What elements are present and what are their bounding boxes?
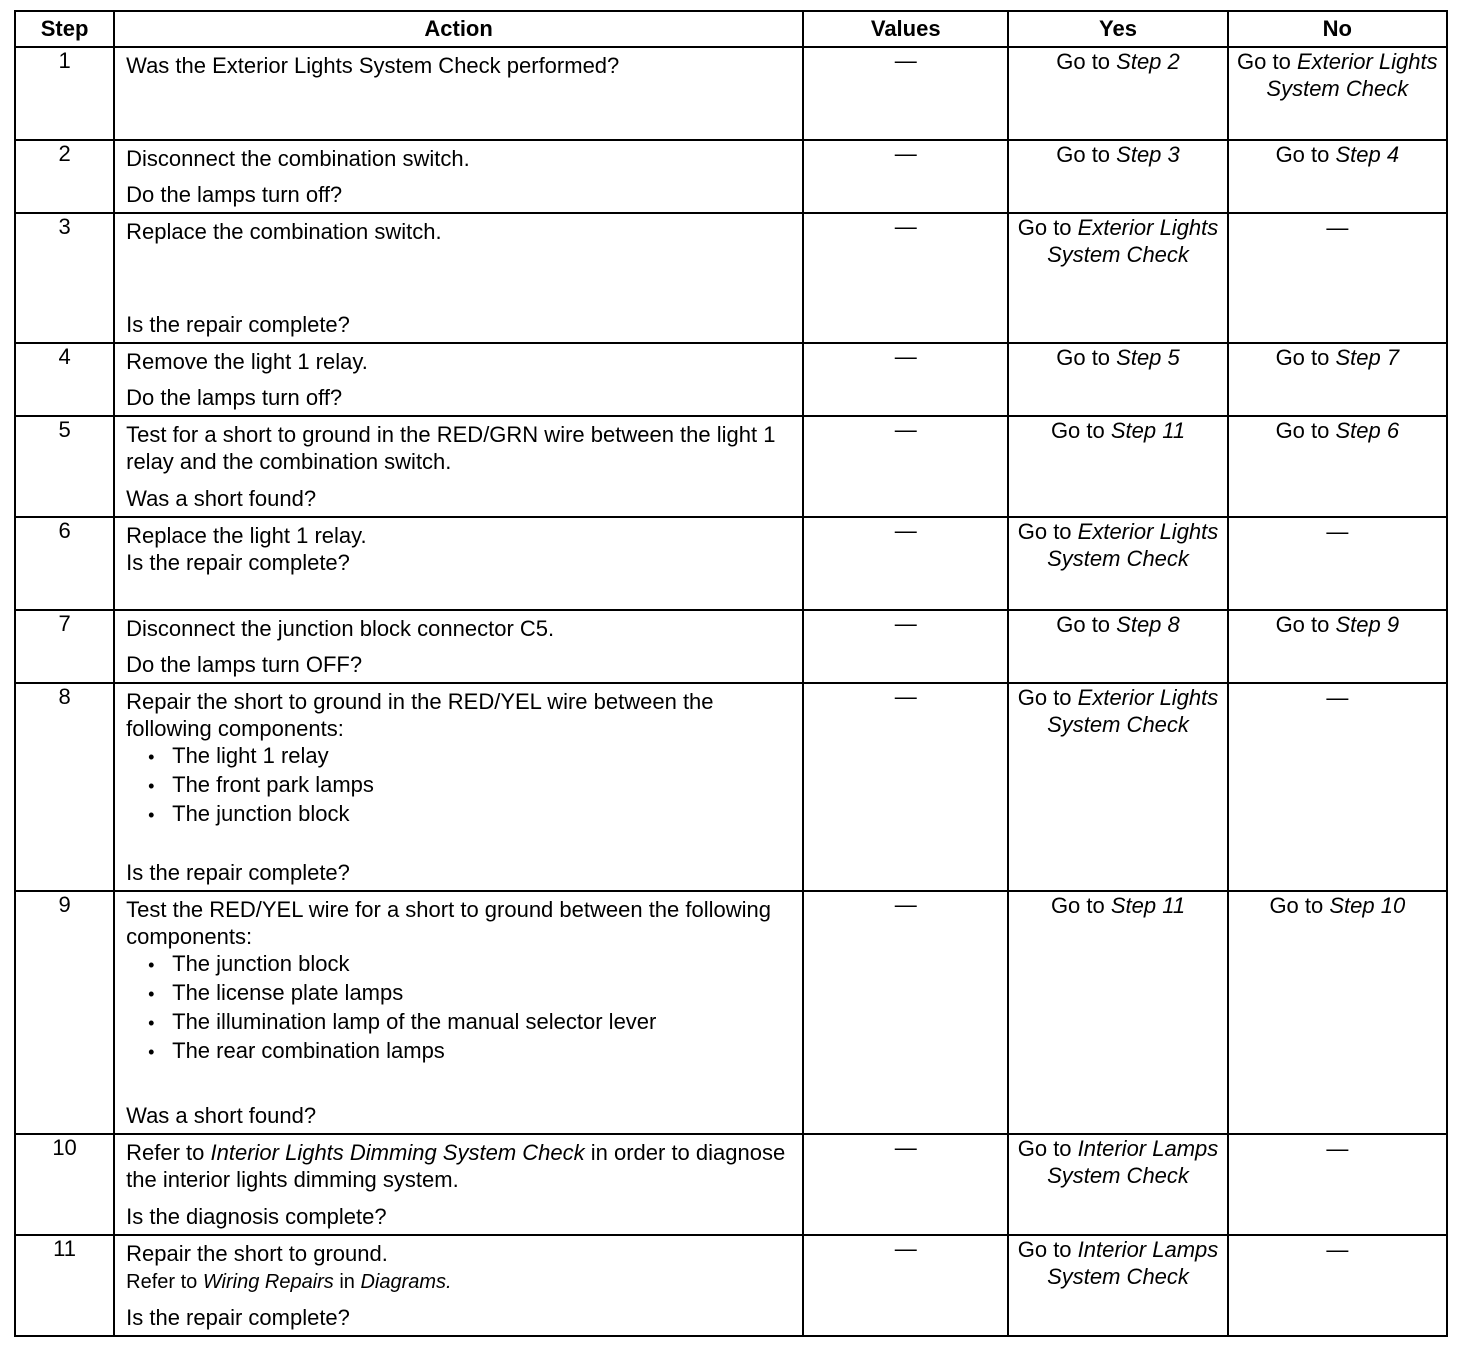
refer-link: Wiring Repairs: [202, 1271, 334, 1293]
value-cell: —: [803, 517, 1008, 610]
table-row-step-9: [15, 891, 1447, 1134]
no-prefix: Go to: [1275, 612, 1336, 637]
yes-ref: Exterior Lights System Check: [1047, 685, 1219, 737]
action-text: [126, 1139, 792, 1193]
refer-prefix: Refer to: [126, 1140, 211, 1165]
no-prefix: Go to: [1275, 142, 1336, 167]
yes-cell: [1008, 416, 1227, 517]
step-number: 10: [15, 1134, 114, 1235]
bullet-item: • The illumination lamp of the manual selector lever: [126, 1008, 792, 1037]
no-prefix: Go to: [1237, 49, 1297, 74]
value-cell: —: [803, 47, 1008, 140]
action-cell: [114, 610, 803, 683]
step-number: 1: [15, 47, 114, 140]
yes-cell: [1008, 343, 1227, 416]
no-cell: [1228, 140, 1447, 213]
value-cell: —: [803, 140, 1008, 213]
action-cell: [114, 47, 803, 140]
yes-ref: Step 11: [1110, 418, 1186, 443]
action-cell: [114, 140, 803, 213]
no-ref: Step 10: [1329, 893, 1406, 918]
action-question: Is the repair complete?: [126, 1305, 350, 1330]
header-action: Action: [114, 11, 803, 47]
action-text: Disconnect the junction block connector C5.: [126, 616, 555, 641]
yes-ref: Step 5: [1116, 345, 1180, 370]
yes-cell: [1008, 140, 1227, 213]
no-ref: Step 4: [1335, 142, 1400, 167]
step-number: 2: [15, 140, 114, 213]
table-row-step-3: [15, 213, 1447, 343]
yes-prefix: Go to: [1056, 142, 1117, 167]
yes-ref: Interior Lamps System Check: [1047, 1136, 1219, 1188]
action-cell: [114, 213, 803, 343]
action-text: Repair the short to ground.: [126, 1241, 388, 1266]
table-row-step-8: [15, 683, 1447, 891]
action-cell: [114, 1235, 803, 1336]
yes-prefix: Go to: [1050, 893, 1111, 918]
table-row-step-1: [15, 47, 1447, 140]
action-text: Test the RED/YEL wire for a short to ground between the following components:: [126, 897, 771, 949]
yes-cell: [1008, 517, 1227, 610]
table-row-step-7: [15, 610, 1447, 683]
yes-cell: [1008, 47, 1227, 140]
no-ref: Exterior Lights System Check: [1266, 49, 1438, 101]
action-text: Replace the light 1 relay.: [126, 523, 367, 548]
yes-prefix: Go to: [1017, 215, 1078, 240]
step-number: 4: [15, 343, 114, 416]
no-ref: Step 6: [1335, 418, 1400, 443]
yes-ref: Step 8: [1116, 612, 1180, 637]
value-cell: —: [803, 1134, 1008, 1235]
yes-cell: [1008, 213, 1227, 343]
action-cell: [114, 891, 803, 1134]
yes-prefix: Go to: [1017, 1237, 1078, 1262]
yes-cell: [1008, 610, 1227, 683]
no-ref: Step 7: [1335, 345, 1400, 370]
yes-cell: [1008, 891, 1227, 1134]
no-cell: —: [1228, 683, 1447, 891]
no-prefix: Go to: [1275, 345, 1336, 370]
header-yes: Yes: [1008, 11, 1227, 47]
action-text: Remove the light 1 relay.: [126, 349, 368, 374]
step-number: 3: [15, 213, 114, 343]
action-text: Disconnect the combination switch.: [126, 146, 470, 171]
bullet-item: • The rear combination lamps: [126, 1037, 792, 1066]
yes-ref: Step 2: [1116, 49, 1180, 74]
yes-prefix: Go to: [1056, 345, 1117, 370]
step-number: 6: [15, 517, 114, 610]
action-text: Was the Exterior Lights System Check performed?: [126, 53, 620, 78]
table-row-step-2: [15, 140, 1447, 213]
refer-link: Interior Lights Dimming System Check: [210, 1140, 585, 1165]
no-cell: [1228, 343, 1447, 416]
yes-cell: [1008, 1134, 1227, 1235]
value-cell: —: [803, 343, 1008, 416]
refer-link: Diagrams.: [360, 1271, 452, 1293]
no-prefix: Go to: [1275, 418, 1336, 443]
action-cell: [114, 416, 803, 517]
action-question: Was a short found?: [126, 486, 317, 511]
header-values: Values: [803, 11, 1008, 47]
action-text: Repair the short to ground in the RED/YEL wire between the following components:: [126, 689, 714, 741]
action-question: Is the repair complete?: [126, 860, 350, 885]
bullet-item: • The light 1 relay: [126, 742, 792, 771]
refer-mid: in: [333, 1271, 361, 1293]
step-number: 8: [15, 683, 114, 891]
no-cell: [1228, 891, 1447, 1134]
yes-ref: Interior Lamps System Check: [1047, 1237, 1219, 1289]
action-question: Is the repair complete?: [126, 550, 350, 575]
action-text: Test for a short to ground in the RED/GRN wire between the light 1 relay and the combination switch.: [126, 422, 776, 474]
action-question: Is the repair complete?: [126, 312, 350, 337]
bullet-item: • The junction block: [126, 950, 792, 979]
header-step: Step: [15, 11, 114, 47]
table-row-step-10: [15, 1134, 1447, 1235]
action-question: Do the lamps turn OFF?: [126, 652, 363, 677]
yes-prefix: Go to: [1017, 1136, 1078, 1161]
refer-text: [126, 1269, 792, 1296]
yes-prefix: Go to: [1050, 418, 1111, 443]
refer-suffix: in order to diagnose the interior lights dimming system.: [126, 1140, 786, 1192]
yes-ref: Exterior Lights System Check: [1047, 215, 1219, 267]
bullet-item: • The junction block: [126, 800, 792, 829]
no-cell: —: [1228, 517, 1447, 610]
yes-ref: Exterior Lights System Check: [1047, 519, 1219, 571]
value-cell: —: [803, 610, 1008, 683]
action-cell: [114, 683, 803, 891]
yes-prefix: Go to: [1017, 519, 1078, 544]
value-cell: —: [803, 213, 1008, 343]
action-cell: [114, 517, 803, 610]
diagnostic-table: [14, 10, 1448, 1337]
yes-cell: [1008, 683, 1227, 891]
yes-ref: Step 11: [1110, 893, 1186, 918]
step-number: 5: [15, 416, 114, 517]
table-row-step-11: [15, 1235, 1447, 1336]
no-cell: [1228, 47, 1447, 140]
action-text: Replace the combination switch.: [126, 219, 442, 244]
no-cell: [1228, 610, 1447, 683]
yes-prefix: Go to: [1017, 685, 1078, 710]
no-prefix: Go to: [1269, 893, 1330, 918]
bullet-item: • The front park lamps: [126, 771, 792, 800]
no-cell: [1228, 416, 1447, 517]
no-cell: —: [1228, 1134, 1447, 1235]
refer-prefix: Refer to: [126, 1271, 203, 1293]
action-question: Was a short found?: [126, 1103, 317, 1128]
no-cell: —: [1228, 1235, 1447, 1336]
value-cell: —: [803, 416, 1008, 517]
table-row-step-5: [15, 416, 1447, 517]
action-question: Do the lamps turn off?: [126, 182, 343, 207]
table-row-step-4: [15, 343, 1447, 416]
value-cell: —: [803, 683, 1008, 891]
action-cell: [114, 1134, 803, 1235]
action-cell: [114, 343, 803, 416]
action-question: Do the lamps turn off?: [126, 385, 343, 410]
value-cell: —: [803, 891, 1008, 1134]
header-no: No: [1228, 11, 1447, 47]
step-number: 11: [15, 1235, 114, 1336]
header-row: [15, 11, 1447, 47]
no-ref: Step 9: [1335, 612, 1400, 637]
value-cell: —: [803, 1235, 1008, 1336]
yes-prefix: Go to: [1056, 612, 1117, 637]
step-number: 9: [15, 891, 114, 1134]
no-cell: —: [1228, 213, 1447, 343]
action-question: Is the diagnosis complete?: [126, 1204, 387, 1229]
table-row-step-6: [15, 517, 1447, 610]
yes-prefix: Go to: [1056, 49, 1117, 74]
yes-cell: [1008, 1235, 1227, 1336]
step-number: 7: [15, 610, 114, 683]
bullet-item: • The license plate lamps: [126, 979, 792, 1008]
yes-ref: Step 3: [1116, 142, 1180, 167]
